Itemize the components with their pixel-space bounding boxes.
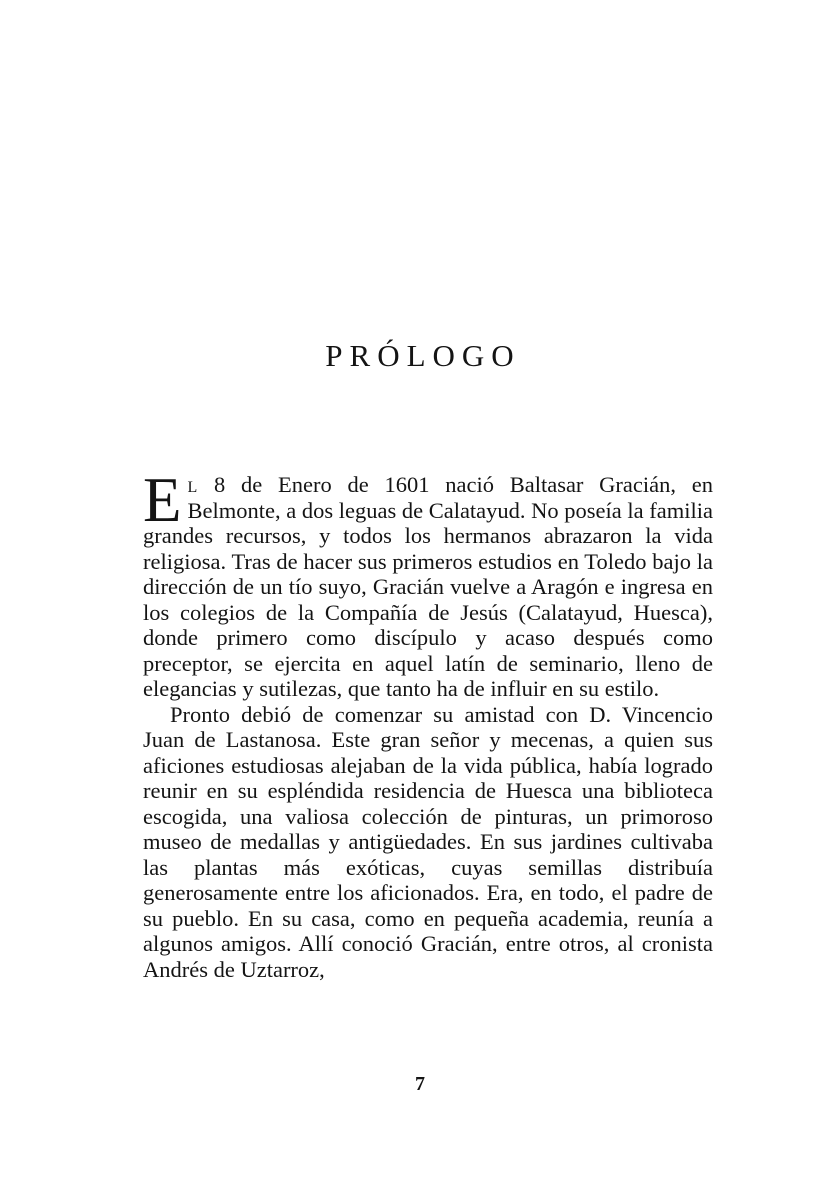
drop-cap: E [143, 465, 182, 535]
paragraph-2: Pronto debió de comenzar su amistad con D. Vincencio Juan de Lastanosa. Este gran señor y mecenas, a quien sus aficiones estudiosas alejaban de la vida pública, había logrado reunir en su espléndida residencia de Huesca una biblioteca escogida, una valiosa colección de pinturas, un primoroso museo de medallas y antigüedades. En sus jardines cultivaba las plantas más exóticas, cuyas semillas distribuía generosamente entre los aficionados. Era, en todo, el padre de su pueblo. En su casa, como en pequeña academia, reunía a algunos amigos. Allí conoció Gracián, entre otros, al cronista Andrés de Uztarroz, [143, 701, 713, 982]
body-text [143, 465, 713, 982]
paragraph-1-text: 8 de Enero de 1601 nació Baltasar Gracián, en Belmonte, a dos leguas de Calatayud. No poseía la familia grandes recursos, y todos los hermanos abrazaron la vida religiosa. Tras de hacer sus primeros estudios en Toledo bajo la dirección de un tío suyo, Gracián vuelve a Aragón e ingresa en los colegios de la Compañía de Jesús (Calatayud, Huesca), donde primero como discípulo y acaso después como preceptor, se ejercita en aquel latín de seminario, lleno de elegancias y sutilezas, que tanto ha de influir en su estilo. [143, 472, 713, 701]
page-number: 7 [415, 1073, 425, 1095]
paragraph-1 [143, 465, 713, 702]
drop-cap-rest: l [187, 472, 199, 497]
chapter-title: PRÓLOGO [325, 338, 521, 373]
